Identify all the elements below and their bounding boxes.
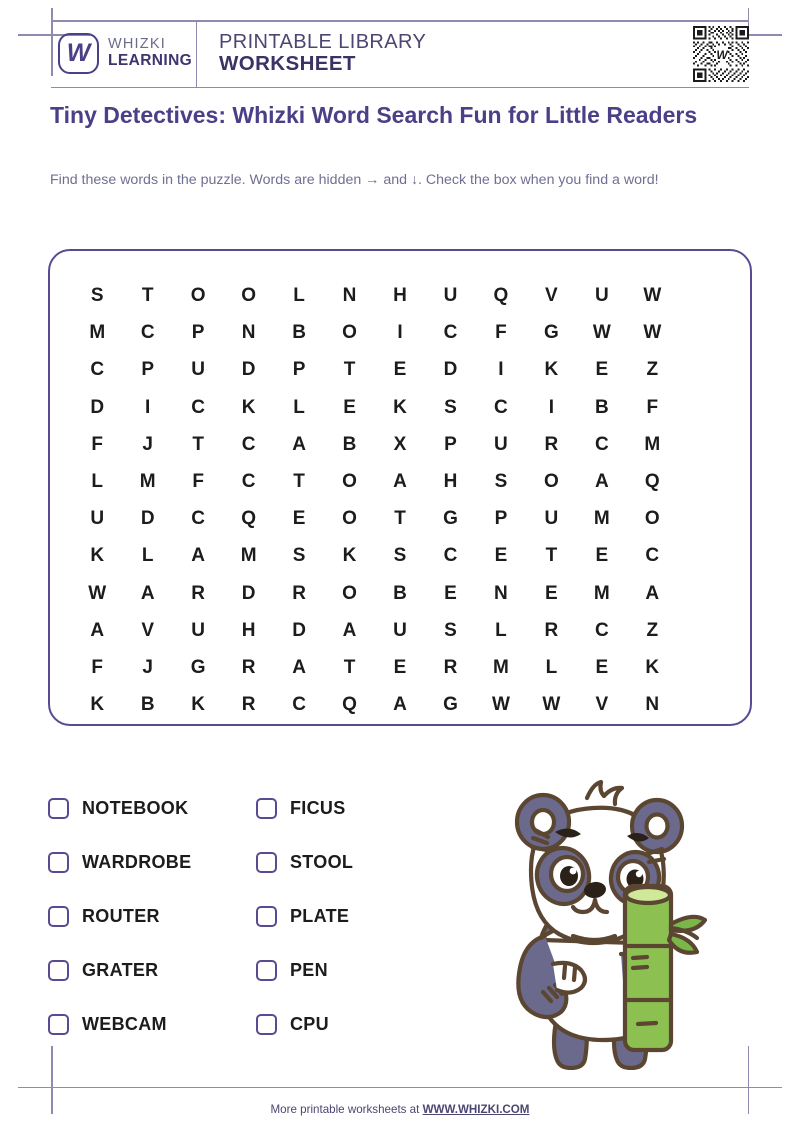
word-checkbox[interactable] (48, 852, 69, 873)
grid-cell-r2-c1[interactable]: M (89, 322, 106, 344)
grid-cell-r1-c3[interactable]: O (190, 285, 206, 307)
grid-cell-r4-c1[interactable]: D (90, 396, 105, 418)
grid-cell-r1-c8[interactable]: U (443, 285, 458, 307)
word-list-item[interactable] (256, 997, 446, 1051)
grid-cell-r6-c11[interactable]: A (594, 471, 609, 493)
grid-cell-r3-c7[interactable]: E (393, 359, 407, 381)
grid-cell-spacer-r7 (678, 500, 728, 537)
grid-cell-r7-c9[interactable]: P (494, 508, 508, 530)
grid-cell-spacer-r3 (678, 351, 728, 388)
grid-cell-r9-c7[interactable]: B (393, 582, 407, 604)
grid-cell-r11-c10[interactable]: L (545, 656, 558, 678)
grid-cell-spacer-r4 (678, 389, 728, 426)
grid-cell-r3-c12[interactable]: Z (646, 359, 659, 381)
grid-cell-r8-c11[interactable]: E (595, 545, 609, 567)
panda-with-bamboo-icon (495, 778, 765, 1070)
word-label: NOTEBOOK (82, 797, 189, 818)
brand-logo (51, 20, 197, 87)
word-list (48, 781, 448, 1051)
word-label: FICUS (290, 797, 346, 818)
brand-wordmark (108, 37, 192, 69)
grid-cell-r1-c5[interactable]: L (293, 285, 305, 307)
grid-cell-r8-c3[interactable]: A (191, 545, 206, 567)
grid-cell-r11-c7[interactable]: E (393, 656, 407, 678)
grid-cell-spacer-r8 (678, 537, 728, 574)
grid-cell-r9-c5[interactable]: R (292, 582, 306, 604)
grid-cell-r2-c9[interactable]: F (495, 322, 507, 344)
grid-cell-r12-c7[interactable]: A (393, 694, 407, 716)
word-checkbox[interactable] (48, 1014, 69, 1035)
word-list-item[interactable] (48, 943, 256, 997)
grid-cell-spacer-r6 (678, 463, 728, 500)
grid-cell-r8-c10[interactable]: T (545, 545, 558, 567)
grid-cell-r1-c12[interactable]: W (643, 285, 662, 307)
brand-name-line2: LEARNING (108, 51, 193, 69)
grid-cell-r2-c7[interactable]: I (397, 322, 403, 344)
word-checkbox[interactable] (256, 960, 277, 981)
instructions-text: Find these words in the puzzle. Words are hidden → and ↓. Check the box when you find a word! (50, 172, 659, 188)
grid-cell-r2-c6[interactable]: O (342, 322, 357, 344)
grid-cell-r10-c3[interactable]: U (191, 619, 206, 641)
word-list-item[interactable] (256, 835, 446, 889)
grid-cell-r3-c9[interactable]: I (498, 359, 504, 381)
grid-cell-r8-c8[interactable]: C (443, 545, 458, 567)
grid-cell-r11-c6[interactable]: T (343, 656, 356, 678)
grid-cell-r11-c4[interactable]: R (241, 656, 256, 678)
grid-cell-r12-c5[interactable]: C (292, 694, 306, 716)
grid-cell-r11-c11[interactable]: E (595, 656, 609, 678)
grid-cell-r10-c10[interactable]: R (544, 619, 559, 641)
word-list-item[interactable] (48, 781, 256, 835)
grid-cell-r6-c6[interactable]: O (342, 471, 357, 493)
grid-cell-r11-c2[interactable]: J (142, 656, 153, 678)
grid-cell-r5-c6[interactable]: B (342, 433, 357, 455)
word-checkbox[interactable] (48, 906, 69, 927)
grid-cell-r3-c5[interactable]: P (292, 359, 306, 381)
grid-cell-r5-c1[interactable]: F (91, 433, 104, 455)
grid-cell-r10-c11[interactable]: C (594, 619, 609, 641)
grid-cell-r5-c2[interactable]: J (142, 433, 153, 455)
grid-cell-r3-c4[interactable]: D (241, 359, 256, 381)
grid-cell-r7-c5[interactable]: E (292, 508, 306, 530)
grid-cell-r6-c2[interactable]: M (139, 471, 156, 493)
grid-cell-r12-c6[interactable]: Q (342, 694, 357, 716)
grid-cell-r11-c1[interactable]: F (91, 656, 104, 678)
grid-cell-r12-c3[interactable]: K (191, 694, 206, 716)
grid-cell-r9-c4[interactable]: D (241, 582, 256, 604)
logo-mark-letter: W (66, 39, 91, 67)
page-title: Tiny Detectives: Whizki Word Search Fun for Little Readers (50, 102, 698, 128)
grid-cell-r9-c10[interactable]: E (545, 582, 558, 604)
grid-cell-r11-c9[interactable]: M (493, 656, 509, 678)
grid-cell-r12-c12[interactable]: N (645, 694, 660, 716)
grid-cell-r9-c6[interactable]: O (342, 582, 357, 604)
grid-cell-r3-c2[interactable]: P (141, 359, 155, 381)
grid-cell-r8-c12[interactable]: C (645, 545, 660, 567)
grid-cell-r8-c4[interactable]: M (240, 545, 257, 567)
grid-cell-r7-c4[interactable]: Q (241, 508, 256, 530)
qr-code-icon (693, 26, 749, 82)
grid-cell-r4-c3[interactable]: C (191, 396, 206, 418)
panda-mascot-illustration (495, 778, 765, 1070)
page-header (51, 20, 749, 88)
grid-cell-r1-c6[interactable]: N (342, 285, 357, 307)
word-list-item[interactable] (48, 835, 256, 889)
word-label: PEN (290, 959, 328, 980)
word-list-item[interactable] (256, 889, 446, 943)
word-checkbox[interactable] (48, 798, 69, 819)
header-doctype: WORKSHEET (219, 52, 356, 76)
word-checkbox[interactable] (256, 852, 277, 873)
word-list-item[interactable] (256, 781, 446, 835)
grid-cell-r4-c2[interactable]: I (145, 396, 151, 418)
grid-cell-r5-c7[interactable]: X (393, 433, 407, 455)
qr-code[interactable] (693, 26, 749, 82)
grid-cell-r10-c9[interactable]: L (495, 619, 507, 641)
grid-cell-r3-c8[interactable]: D (443, 359, 458, 381)
grid-cell-r12-c4[interactable]: R (241, 694, 256, 716)
grid-cell-r7-c1[interactable]: U (90, 508, 105, 530)
grid-cell-r12-c8[interactable]: G (443, 694, 458, 716)
grid-cell-r4-c4[interactable]: K (241, 396, 256, 418)
word-checkbox[interactable] (256, 798, 277, 819)
grid-cell-r12-c9[interactable]: W (491, 694, 510, 716)
grid-cell-r12-c11[interactable]: V (595, 694, 609, 716)
grid-cell-r7-c7[interactable]: T (394, 508, 406, 530)
grid-cell-r5-c12[interactable]: M (644, 433, 661, 455)
brand-name-line1: WHIZKI (108, 36, 166, 53)
grid-cell-r8-c2[interactable]: L (141, 545, 154, 567)
grid-cell-r12-c1[interactable]: K (90, 694, 105, 716)
grid-cell-r6-c12[interactable]: Q (644, 471, 660, 493)
word-label: WEBCAM (82, 1013, 167, 1034)
grid-cell-r5-c3[interactable]: T (192, 433, 204, 455)
svg-text:W: W (716, 47, 728, 62)
grid-cell-r2-c10[interactable]: G (543, 322, 559, 344)
grid-cell-r2-c2[interactable]: C (140, 322, 155, 344)
grid-cell-r10-c7[interactable]: U (393, 619, 407, 641)
grid-cell-r7-c3[interactable]: C (191, 508, 206, 530)
grid-cell-r9-c8[interactable]: E (444, 582, 457, 604)
grid-cell-r4-c10[interactable]: I (548, 396, 555, 418)
grid-cell-r4-c12[interactable]: F (646, 396, 659, 418)
grid-cell-r9-c9[interactable]: N (494, 582, 508, 604)
grid-cell-r8-c1[interactable]: K (90, 545, 105, 567)
word-search-panel (48, 249, 752, 726)
grid-cell-r5-c11[interactable]: C (594, 433, 609, 455)
grid-cell-r3-c10[interactable]: K (544, 359, 559, 381)
word-checkbox[interactable] (256, 1014, 277, 1035)
grid-cell-r1-c2[interactable]: T (141, 285, 154, 307)
grid-cell-r2-c3[interactable]: P (191, 322, 205, 344)
grid-cell-r9-c3[interactable]: R (191, 582, 206, 604)
grid-cell-r10-c8[interactable]: S (444, 619, 457, 641)
grid-cell-spacer-r10 (678, 612, 728, 649)
grid-cell-r5-c9[interactable]: U (494, 433, 508, 455)
grid-cell-r1-c10[interactable]: V (545, 285, 558, 307)
grid-cell-r5-c5[interactable]: A (292, 433, 306, 455)
grid-cell-r8-c7[interactable]: S (393, 545, 407, 567)
header-title-block (197, 31, 426, 76)
grid-cell-spacer-r11 (678, 649, 728, 686)
whizki-logo-icon (58, 33, 99, 74)
word-list-item[interactable] (48, 997, 256, 1051)
grid-cell-r1-c1[interactable]: S (90, 285, 104, 307)
grid-cell-r7-c10[interactable]: U (544, 508, 559, 530)
grid-cell-r5-c8[interactable]: P (444, 433, 457, 455)
grid-cell-r8-c5[interactable]: S (292, 545, 306, 567)
grid-cell-r10-c6[interactable]: A (342, 619, 357, 641)
footer-text (0, 1103, 800, 1116)
grid-cell-r3-c3[interactable]: U (191, 359, 206, 381)
grid-cell-r3-c11[interactable]: E (595, 359, 609, 381)
grid-cell-r6-c10[interactable]: O (543, 471, 559, 493)
word-label: WARDROBE (82, 851, 192, 872)
word-label: STOOL (290, 851, 354, 872)
footer-divider (51, 1087, 749, 1089)
grid-cell-r6-c8[interactable]: H (443, 471, 458, 493)
grid-cell-r6-c7[interactable]: A (393, 471, 407, 493)
word-label: PLATE (290, 905, 350, 926)
word-checkbox[interactable] (48, 960, 69, 981)
grid-cell-r5-c10[interactable]: R (544, 433, 559, 455)
grid-cell-r7-c11[interactable]: M (593, 508, 610, 530)
grid-cell-r11-c5[interactable]: A (292, 656, 306, 678)
grid-cell-r4-c8[interactable]: S (444, 396, 457, 418)
word-label: CPU (290, 1013, 329, 1034)
word-label: ROUTER (82, 905, 160, 926)
footer-website-link[interactable]: WWW.WHIZKI.COM (422, 1103, 530, 1116)
grid-cell-r11-c3[interactable]: G (190, 656, 206, 678)
word-search-grid[interactable] (72, 277, 728, 716)
grid-cell-r8-c9[interactable]: E (494, 545, 508, 567)
grid-cell-r2-c12[interactable]: W (643, 322, 662, 344)
grid-cell-r6-c4[interactable]: C (241, 471, 256, 493)
grid-cell-r9-c2[interactable]: A (140, 582, 155, 604)
grid-cell-r4-c11[interactable]: B (594, 396, 609, 418)
grid-cell-r10-c2[interactable]: V (141, 619, 155, 641)
grid-cell-r7-c12[interactable]: O (644, 508, 660, 530)
word-list-item[interactable] (48, 889, 256, 943)
grid-cell-r11-c8[interactable]: R (443, 656, 458, 678)
grid-cell-r6-c5[interactable]: T (293, 471, 305, 493)
word-label: GRATER (82, 959, 159, 980)
grid-cell-r12-c2[interactable]: B (140, 694, 155, 716)
grid-cell-r4-c9[interactable]: C (494, 396, 508, 418)
word-checkbox[interactable] (256, 906, 277, 927)
grid-cell-r8-c6[interactable]: K (342, 545, 357, 567)
grid-cell-r3-c6[interactable]: T (343, 359, 356, 381)
footer-prefix: More printable worksheets at (270, 1103, 423, 1116)
grid-cell-spacer-r1 (678, 277, 728, 314)
grid-cell-r6-c1[interactable]: L (91, 471, 104, 493)
grid-cell-r1-c9[interactable]: Q (493, 285, 509, 307)
grid-cell-r4-c6[interactable]: E (343, 396, 356, 418)
grid-cell-r2-c5[interactable]: B (292, 322, 306, 344)
grid-cell-r5-c4[interactable]: C (241, 433, 256, 455)
grid-cell-r9-c1[interactable]: W (88, 582, 107, 604)
grid-cell-spacer-r12 (678, 686, 728, 723)
grid-cell-r7-c2[interactable]: D (140, 508, 155, 530)
grid-cell-r10-c5[interactable]: D (292, 619, 306, 641)
grid-cell-r2-c4[interactable]: N (241, 322, 256, 344)
grid-cell-r1-c11[interactable]: U (594, 285, 609, 307)
header-subtitle: PRINTABLE LIBRARY (219, 30, 427, 53)
grid-cell-r6-c3[interactable]: F (192, 471, 204, 493)
grid-cell-r7-c8[interactable]: G (443, 508, 458, 530)
grid-cell-r10-c12[interactable]: Z (646, 619, 659, 641)
grid-cell-r2-c11[interactable]: W (592, 322, 611, 344)
grid-cell-r9-c12[interactable]: A (645, 582, 660, 604)
grid-cell-spacer-r5 (678, 426, 728, 463)
grid-cell-r9-c11[interactable]: M (593, 582, 610, 604)
grid-cell-r7-c6[interactable]: O (342, 508, 357, 530)
grid-cell-r10-c4[interactable]: H (241, 619, 256, 641)
grid-cell-spacer-r9 (678, 575, 728, 612)
grid-cell-spacer-r2 (678, 314, 728, 351)
grid-cell-r12-c10[interactable]: W (542, 694, 561, 716)
grid-cell-r6-c9[interactable]: S (494, 471, 508, 493)
word-list-item[interactable] (256, 943, 446, 997)
grid-cell-r2-c8[interactable]: C (443, 322, 458, 344)
grid-cell-r4-c7[interactable]: K (393, 396, 407, 418)
grid-cell-r3-c1[interactable]: C (90, 359, 105, 381)
grid-cell-r11-c12[interactable]: K (645, 656, 660, 678)
grid-cell-r10-c1[interactable]: A (90, 619, 105, 641)
grid-cell-r4-c5[interactable]: L (293, 396, 305, 418)
grid-cell-r1-c7[interactable]: H (393, 285, 407, 307)
grid-cell-r1-c4[interactable]: O (241, 285, 256, 307)
